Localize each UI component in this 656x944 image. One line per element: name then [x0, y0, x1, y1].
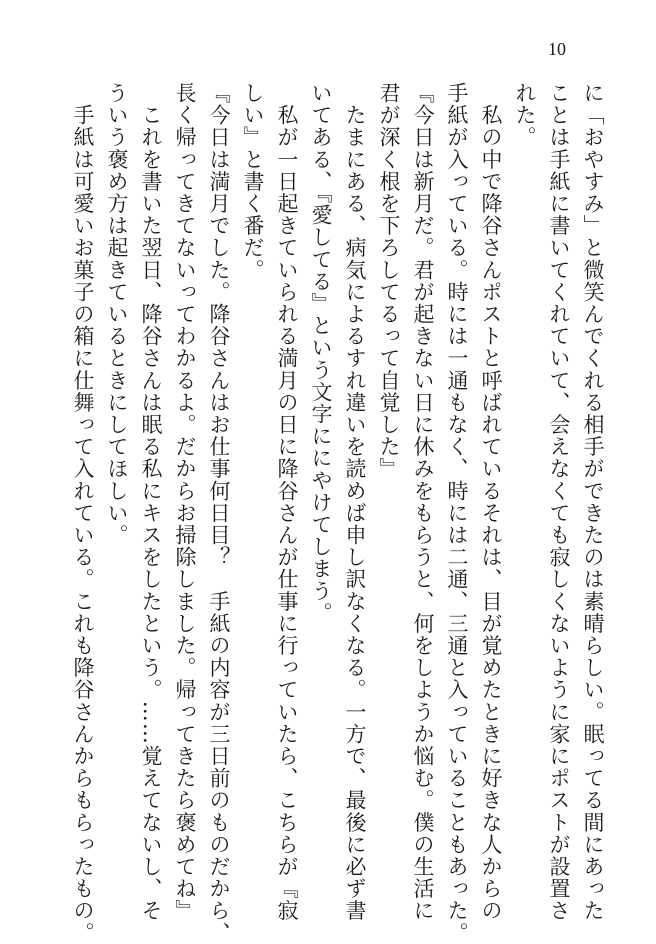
text-line: 長く帰ってきてないってわかるよ。だからお掃除しました。帰ってきたら褒めてね』 [173, 82, 197, 922]
text-line: ういう褒め方は起きているときにしてほしい。 [105, 82, 129, 547]
text-line: たまにある、病気によるすれ違いを読めば申し訳なくなる。一方で、最後に必ず書 [343, 82, 367, 922]
text-line: 私が一日起きていられる満月の日に降谷さんが仕事に行っていたら、こちらが『寂 [275, 82, 299, 922]
text-line: これを書いた翌日、降谷さんは眠る私にキスをしたという。……覚えてないし、そ [139, 82, 163, 922]
text-line: しい』と書く番だ。 [241, 82, 265, 281]
page-number: 10 [548, 39, 566, 59]
text-line: 私の中で降谷さんポストと呼ばれているそれは、目が覚めたときに好きな人からの [479, 82, 503, 922]
text-line: 『今日は満月でした。降谷さんはお仕事何日目？ 手紙の内容が三日前のものだから、 [207, 82, 231, 944]
text-line: 君が深く根を下ろしてるって自覚した』 [377, 82, 401, 480]
text-line: いてある、『愛してる』という文字ににやけてしまう。 [309, 82, 333, 624]
text-line: 手紙は可愛いお菓子の箱に仕舞って入れている。これも降谷さんからもらったもの。 [71, 82, 95, 944]
text-line: 手紙が入っている。時には一通もなく、時には二通、三通と入っていることもあった。 [445, 82, 469, 944]
body-text [66, 82, 610, 944]
text-line: れた。 [513, 82, 537, 149]
text-line: に「おやすみ」と微笑んでくれる相手ができたのは素晴らしい。眠ってる間にあった [581, 82, 605, 922]
text-line: 『今日は新月だ。君が起きない日に休みをもらうと、何をしようか悩む。僕の生活に [411, 82, 435, 922]
text-line: ことは手紙に書いてくれていて、会えなくても寂しくないように家にポストが設置さ [547, 82, 571, 922]
